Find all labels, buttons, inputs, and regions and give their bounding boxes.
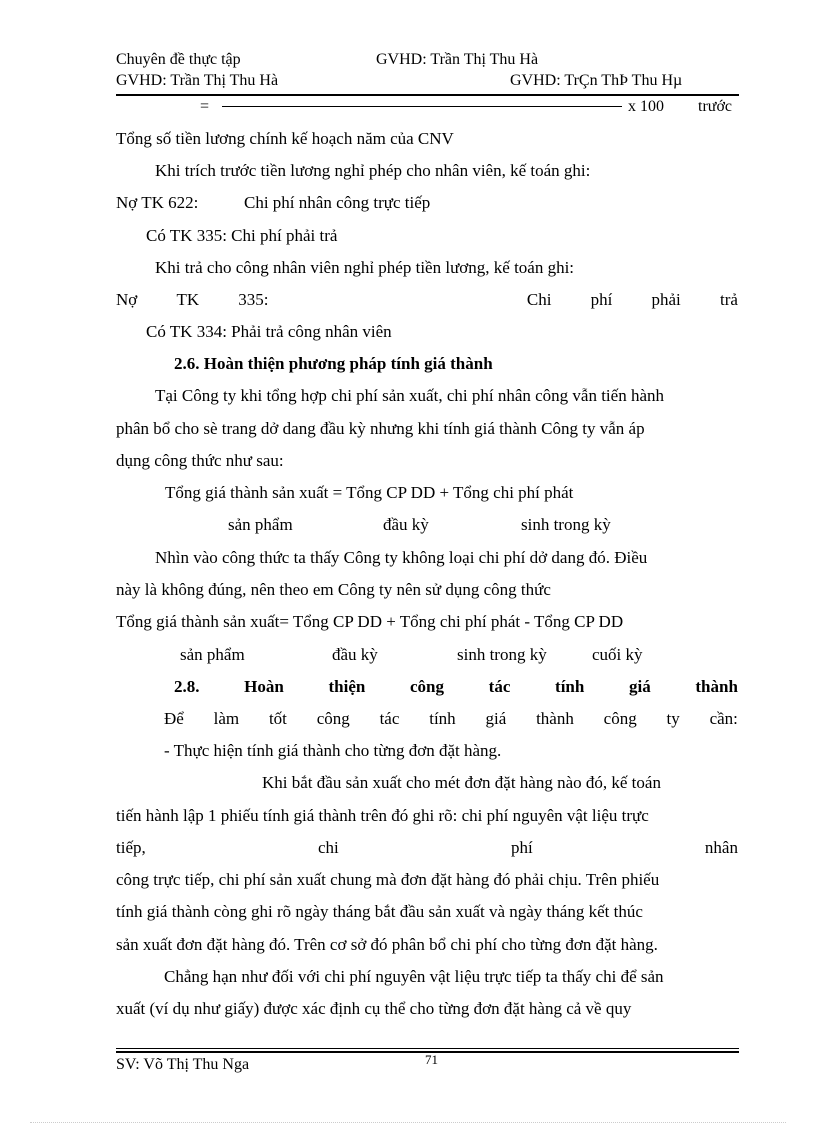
word: nhân bbox=[704, 838, 738, 857]
word: tiếp, bbox=[116, 838, 146, 857]
debit-account: Nợ TK 622: bbox=[116, 193, 199, 212]
section-heading-2-6: 2.6. Hoàn thiện phương pháp tính giá thành bbox=[174, 354, 493, 373]
formula-equals: = bbox=[200, 98, 210, 115]
word: Để bbox=[164, 709, 184, 728]
paragraph-line: xuất (ví dụ như giấy) được xác định cụ thể cho từng đơn đặt hàng cả về quy bbox=[116, 999, 632, 1018]
credit-line: Có TK 335: Chi phí phải trả bbox=[146, 226, 338, 245]
word: công bbox=[603, 709, 637, 728]
bullet-line: - Thực hiện tính giá thành cho từng đơn đặt hàng. bbox=[164, 741, 502, 760]
word: trả bbox=[719, 290, 738, 309]
word: phải bbox=[651, 290, 681, 309]
formula-line: Tổng giá thành sản xuất= Tổng CP DD + Tổng chi phí phát - Tổng CP DD bbox=[116, 612, 624, 631]
header-advisor-3: GVHD: TrÇn ThÞ Thu Hµ bbox=[510, 72, 683, 89]
debit-description: Chi phí nhân công trực tiếp bbox=[244, 193, 431, 212]
paragraph-line: dụng công thức như sau: bbox=[116, 451, 284, 470]
paragraph-line: công trực tiếp, chi phí sản xuất chung mà đơn đặt hàng đó phải chịu. Trên phiếu bbox=[116, 870, 660, 889]
footer-rule-top bbox=[116, 1048, 739, 1049]
paragraph-line: sản xuất đơn đặt hàng đó. Trên cơ sở đó phân bổ chi phí cho từng đơn đặt hàng. bbox=[116, 935, 658, 954]
text-line: Khi trả cho công nhân viên nghỉ phép tiền lương, kế toán ghi: bbox=[155, 258, 575, 277]
word: tính bbox=[555, 677, 585, 696]
paragraph-line: tính giá thành còng ghi rõ ngày tháng bắt đầu sản xuất và ngày tháng kết thúc bbox=[116, 902, 643, 921]
word: Chi bbox=[526, 290, 552, 309]
text-line: Khi trích trước tiền lương nghỉ phép cho nhân viên, kế toán ghi: bbox=[155, 161, 591, 180]
word: tính bbox=[429, 709, 456, 728]
word: giá bbox=[628, 677, 651, 696]
fraction-bar bbox=[222, 106, 622, 107]
formula-word: trước bbox=[698, 98, 733, 115]
credit-line: Có TK 334: Phải trả công nhân viên bbox=[146, 322, 392, 341]
footer-student: SV: Võ Thị Thu Nga bbox=[116, 1056, 250, 1073]
word: phí bbox=[510, 838, 533, 857]
word: làm bbox=[213, 709, 240, 728]
word: 335: bbox=[238, 290, 269, 309]
word: cần: bbox=[709, 709, 738, 728]
formula-label: sinh trong kỳ bbox=[457, 645, 547, 664]
justified-line bbox=[116, 290, 738, 310]
paragraph-line: Tại Công ty khi tổng hợp chi phí sản xuất, chi phí nhân công vẫn tiến hành bbox=[155, 386, 664, 405]
word: tác bbox=[379, 709, 400, 728]
header-topic: Chuyên đề thực tập bbox=[116, 51, 241, 68]
word: công bbox=[316, 709, 350, 728]
word: giá bbox=[485, 709, 507, 728]
word: 2.8. bbox=[174, 677, 200, 696]
paragraph-line: Nhìn vào công thức ta thấy Công ty không loại chi phí dở dang đó. Điều bbox=[155, 548, 648, 567]
word: Hoàn bbox=[244, 677, 284, 696]
formula-times: x 100 bbox=[628, 98, 664, 115]
formula-label: đầu kỳ bbox=[383, 515, 429, 534]
word: Nợ bbox=[116, 290, 138, 309]
header-advisor-1: GVHD: Trần Thị Thu Hà bbox=[376, 51, 539, 68]
word: công bbox=[410, 677, 444, 696]
justified-line bbox=[164, 709, 738, 729]
word: TK bbox=[176, 290, 200, 309]
formula-label: sản phẩm bbox=[180, 645, 245, 664]
formula-label: cuối kỳ bbox=[592, 645, 643, 664]
word: tốt bbox=[268, 709, 287, 728]
section-heading-2-8 bbox=[174, 677, 738, 697]
formula-label: đầu kỳ bbox=[332, 645, 378, 664]
word: phí bbox=[590, 290, 613, 309]
paragraph-line: Khi bắt đầu sản xuất cho mét đơn đặt hàng nào đó, kế toán bbox=[262, 773, 661, 792]
formula-label: sinh trong kỳ bbox=[521, 515, 611, 534]
header-advisor-2: GVHD: Trần Thị Thu Hà bbox=[116, 72, 279, 89]
justified-line bbox=[116, 838, 738, 858]
word: thành bbox=[536, 709, 574, 728]
paragraph-line: Chẳng hạn như đối với chi phí nguyên vật liệu trực tiếp ta thấy chi để sản bbox=[164, 967, 664, 986]
word: tác bbox=[488, 677, 511, 696]
text-line: Tổng số tiền lương chính kế hoạch năm của CNV bbox=[116, 129, 454, 148]
paragraph-line: phân bổ cho sè trang dở dang đầu kỳ nhưng khi tính giá thành Công ty vẫn áp bbox=[116, 419, 645, 438]
header-rule bbox=[116, 94, 739, 96]
word: chi bbox=[317, 838, 339, 857]
formula-label: sản phẩm bbox=[228, 515, 293, 534]
word: ty bbox=[666, 709, 680, 728]
formula-line: Tổng giá thành sản xuất = Tổng CP DD + Tổng chi phí phát bbox=[165, 483, 574, 502]
paragraph-line: này là không đúng, nên theo em Công ty nên sử dụng công thức bbox=[116, 580, 551, 599]
page-number: 71 bbox=[425, 1052, 438, 1067]
word: thành bbox=[695, 677, 738, 696]
word: thiện bbox=[328, 677, 366, 696]
paragraph-line: tiến hành lập 1 phiếu tính giá thành trên đó ghi rõ: chi phí nguyên vật liệu trực bbox=[116, 806, 649, 825]
